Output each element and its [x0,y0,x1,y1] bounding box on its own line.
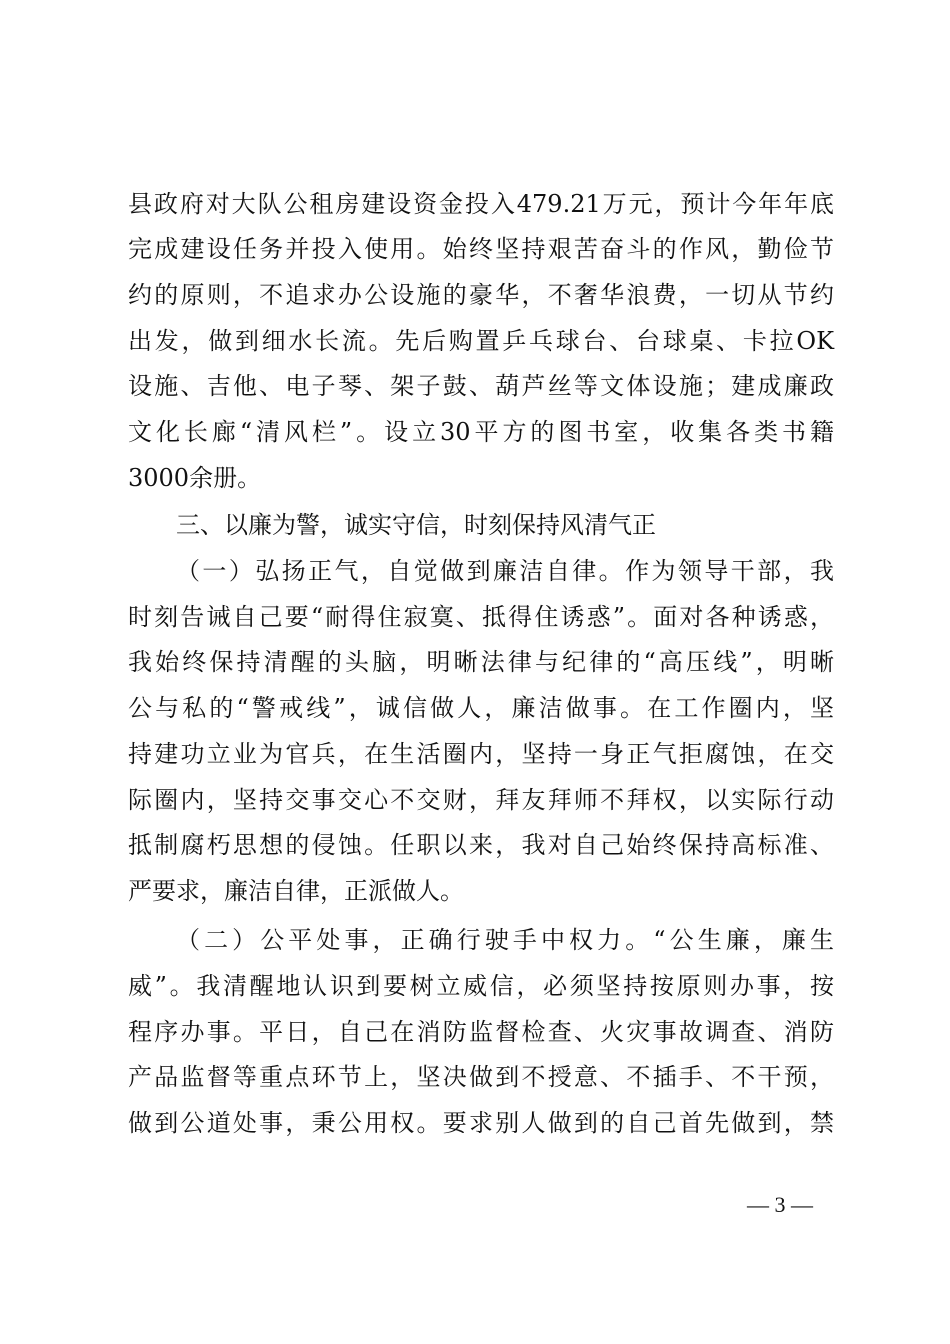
paragraph-line: 威”。我清醒地认识到要树立威信，必须坚持按原则办事，按 [128,972,834,1000]
paragraph-line: 产品监督等重点环节上，坚决做到不授意、不插手、不干预， [128,1063,834,1091]
paragraph-line: 出发，做到细水长流。先后购置乒乓球台、台球桌、卡拉OK [128,327,834,355]
page-number: — 3 — [747,1192,813,1217]
paragraph-line: 约的原则，不追求办公设施的豪华，不奢华浪费，一切从节约 [128,281,834,309]
paragraph-line: 做到公道处事，秉公用权。要求别人做到的自己首先做到，禁 [128,1109,834,1137]
paragraph-line: 3000余册。 [128,464,262,492]
subsection-first-line: （二）公平处事，正确行驶手中权力。“公生廉，廉生 [176,926,834,954]
paragraph-line: 际圈内，坚持交事交心不交财，拜友拜师不拜权，以实际行动 [128,786,834,814]
paragraph-line: 持建功立业为官兵，在生活圈内，坚持一身正气拒腐蚀，在交 [128,740,834,768]
paragraph-line: 程序办事。平日，自己在消防监督检查、火灾事故调查、消防 [128,1018,834,1046]
paragraph-line: 严要求，廉洁自律，正派做人。 [128,877,464,905]
section-heading: 三、以廉为警，诚实守信，时刻保持风清气正 [176,511,656,539]
paragraph-line: 完成建设任务并投入使用。始终坚持艰苦奋斗的作风，勤俭节 [128,235,834,263]
paragraph-line: 文化长廊“清风栏”。设立30平方的图书室，收集各类书籍 [128,418,834,446]
paragraph-line: 县政府对大队公租房建设资金投入479.21万元，预计今年年底 [128,190,834,218]
subsection-first-line: （一）弘扬正气，自觉做到廉洁自律。作为领导干部，我 [176,557,834,585]
paragraph-line: 公与私的“警戒线”，诚信做人，廉洁做事。在工作圈内，坚 [128,694,834,722]
paragraph-line: 时刻告诫自己要“耐得住寂寞、抵得住诱惑”。面对各种诱惑， [128,603,834,631]
paragraph-line: 设施、吉他、电子琴、架子鼓、葫芦丝等文体设施；建成廉政 [128,372,834,400]
paragraph-line: 我始终保持清醒的头脑，明晰法律与纪律的“高压线”，明晰 [128,648,834,676]
paragraph-line: 抵制腐朽思想的侵蚀。任职以来，我对自己始终保持高标准、 [128,831,834,859]
